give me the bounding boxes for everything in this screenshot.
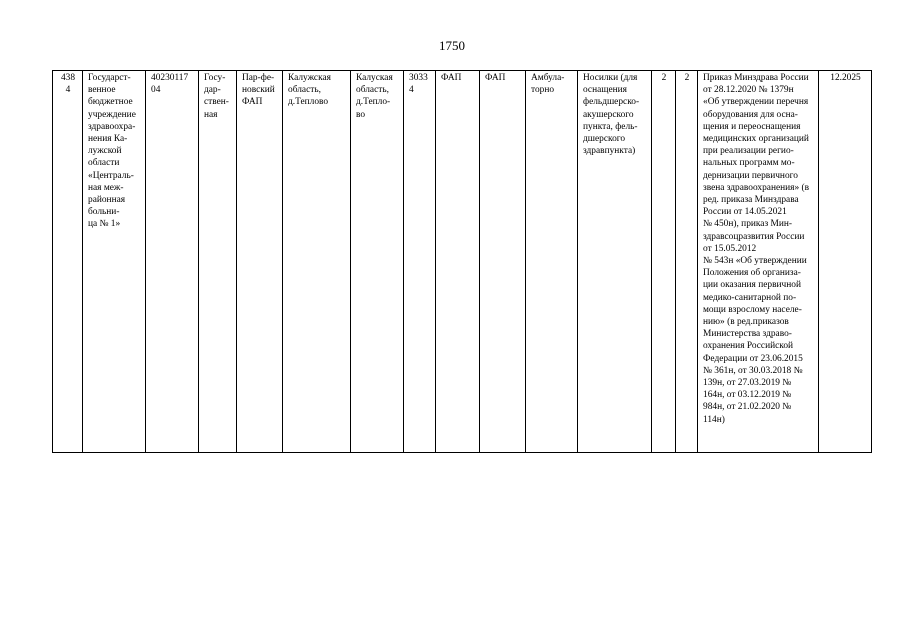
- cell-text-line: Носилки (для: [583, 73, 638, 83]
- cell-text-line: область,: [288, 85, 321, 96]
- facility-cell: [237, 71, 283, 453]
- inn-cell: [146, 71, 199, 453]
- table-row: [53, 71, 872, 453]
- ownership-cell: [199, 71, 237, 453]
- row-number-cell: [53, 71, 83, 453]
- cell-text-line: больни-: [88, 207, 120, 218]
- cell-text-line: здравсоцразвития России: [703, 231, 805, 242]
- cell-text-line: торно: [531, 85, 555, 96]
- cell-text-line: Калуская: [356, 73, 393, 83]
- cell-text-line: бюджетное: [88, 97, 133, 108]
- cell-text-line: 438: [60, 73, 76, 83]
- facility-subtype-cell: [480, 71, 526, 453]
- cell-text-line: дар-: [204, 85, 221, 96]
- cell-text-line: медицинских организаций: [703, 134, 809, 145]
- cell-text-line: 12.2025: [830, 73, 861, 83]
- cell-text-line: охранения Российской: [703, 341, 794, 352]
- cell-text-line: от 15.05.2012: [703, 243, 757, 254]
- quantity-present-cell: [676, 71, 698, 453]
- cell-text-line: 4: [409, 85, 414, 96]
- cell-text-line: пункта, фель-: [583, 121, 638, 132]
- cell-text-line: акушерского: [583, 109, 634, 120]
- cell-text-line: при реализации регио-: [703, 146, 794, 157]
- cell-text-line: здравоохра-: [88, 121, 136, 132]
- cell-text-line: ствен-: [204, 97, 229, 108]
- cell-text-line: № 450н), приказ Мин-: [703, 219, 793, 230]
- quantity-required-cell: [652, 71, 676, 453]
- cell-text-line: нения Ка-: [88, 134, 128, 145]
- cell-text-line: ред. приказа Минздрава: [703, 195, 799, 206]
- cell-text-line: ФАП: [242, 97, 263, 108]
- cell-text-line: ФАП: [485, 73, 506, 83]
- cell-text-line: 3033: [409, 73, 428, 83]
- cell-text-line: районная: [88, 195, 126, 206]
- cell-text-line: области: [88, 158, 120, 169]
- cell-text-line: мощи взрослому населе-: [703, 304, 802, 315]
- page-number: 1750: [439, 38, 465, 53]
- cell-text-line: Пар-фе-: [242, 73, 275, 83]
- cell-text-line: область,: [356, 85, 389, 96]
- cell-text-line: оснащения: [583, 85, 627, 96]
- address-cell: [283, 71, 351, 453]
- cell-text-line: здравпункта): [583, 146, 636, 157]
- equipment-registry-table: [52, 70, 872, 453]
- cell-text-line: новский: [242, 85, 275, 96]
- cell-text-line: Калужская: [288, 73, 331, 83]
- cell-text-line: венное: [88, 85, 116, 96]
- legal-basis-cell: [698, 71, 819, 453]
- cell-text-line: ная: [204, 109, 218, 120]
- cell-text-line: 164н, от 03.12.2019 №: [703, 390, 792, 401]
- cell-text-line: 139н, от 27.03.2019 №: [703, 378, 792, 389]
- cell-text-line: звена здравоохранения» (в: [703, 182, 810, 193]
- cell-text-line: Положения об организа-: [703, 268, 801, 279]
- cell-text-line: «Централь-: [88, 170, 134, 181]
- cell-text-line: № 361н, от 30.03.2018 №: [703, 365, 803, 376]
- cell-text-line: Приказ Минздрава России: [703, 73, 809, 83]
- cell-text-line: 4: [65, 85, 71, 96]
- cell-text-line: фельдшерско-: [583, 97, 640, 108]
- cell-text-line: 984н, от 21.02.2020 №: [703, 402, 792, 413]
- cell-text-line: дшерского: [583, 134, 626, 145]
- cell-text-line: Амбула-: [531, 73, 565, 83]
- period-cell: [819, 71, 872, 453]
- cell-text-line: нальных программ мо-: [703, 158, 795, 169]
- locality-cell: [351, 71, 404, 453]
- cell-text-line: Госу-: [204, 73, 226, 83]
- cell-text-line: ная меж-: [88, 182, 124, 193]
- cell-text-line: оборудования для осна-: [703, 109, 798, 120]
- cell-text-line: Министерства здраво-: [703, 329, 792, 340]
- cell-text-line: д.Тепло-: [356, 97, 391, 108]
- cell-text-line: во: [356, 109, 366, 120]
- cell-text-line: 2: [684, 73, 690, 83]
- cell-text-line: ции оказания первичной: [703, 280, 801, 291]
- cell-text-line: лужской: [88, 146, 122, 157]
- cell-text-line: России от 14.05.2021: [703, 207, 787, 218]
- cell-text-line: от 28.12.2020 № 1379н: [703, 85, 794, 96]
- cell-text-line: 2: [661, 73, 667, 83]
- cell-text-line: нию» (в ред.приказов: [703, 317, 789, 328]
- code-cell: [404, 71, 436, 453]
- cell-text-line: ца № 1»: [88, 219, 121, 230]
- cell-text-line: 114н): [703, 414, 725, 425]
- cell-text-line: Государст-: [88, 73, 131, 83]
- cell-text-line: ФАП: [441, 73, 462, 83]
- care-conditions-cell: [526, 71, 578, 453]
- cell-text-line: 40230117: [151, 73, 189, 83]
- cell-text-line: «Об утверждении перечня: [703, 97, 809, 108]
- cell-text-line: 04: [151, 85, 161, 96]
- cell-text-line: щения и переоснащения: [703, 121, 801, 132]
- facility-type-cell: [436, 71, 480, 453]
- cell-text-line: Федерации от 23.06.2015: [703, 353, 803, 364]
- cell-text-line: учреждение: [88, 109, 136, 120]
- equipment-cell: [578, 71, 652, 453]
- cell-text-line: дернизации первичного: [703, 170, 798, 181]
- cell-text-line: медико-санитарной по-: [703, 292, 797, 303]
- cell-text-line: № 543н «Об утверждении: [703, 256, 807, 267]
- institution-cell: [83, 71, 146, 453]
- cell-text-line: д.Теплово: [288, 97, 329, 108]
